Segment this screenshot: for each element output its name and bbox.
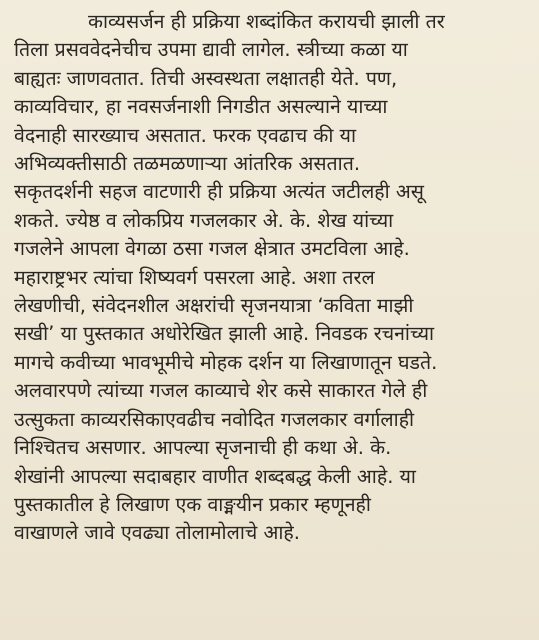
text-line: काव्यविचार, हा नवसर्जनाशी निगडीत असल्याने याच्या	[14, 95, 388, 119]
text-line: शेखांनी आपल्या सदाबहार वाणीत शब्दबद्ध केली आहे. या	[14, 464, 416, 488]
text-line: बाह्यतः जाणवतात. तिची अस्वस्थता लक्षातही येते. पण,	[14, 66, 398, 90]
text-line: पुस्तकातील हे लिखाण एक वाङ्मयीन प्रकार म्हणूनही	[14, 492, 371, 516]
text-line: शकते. ज्येष्ठ व लोकप्रिय गजलकार अे. के. शेख यांच्या	[14, 208, 394, 232]
text-line: उत्सुकता काव्यरसिकाएवढीच नवोदित गजलकार वर्गालाही	[14, 407, 415, 431]
text-line: वाखाणले जावे एवढ्या तोलामोलाचे आहे.	[14, 521, 300, 545]
text-line: सखी’ या पुस्तकात अधोरेखित झाली आहे. निवडक रचनांच्या	[14, 322, 435, 346]
text-line: महाराष्ट्रभर त्यांचा शिष्यवर्ग पसरला आहे. अशा तरल	[14, 265, 375, 289]
text-line: लेखणीची, संवेदनशील अक्षरांची सृजनयात्रा ‘कविता माझी	[14, 294, 414, 318]
text-line: अलवारपणे त्यांच्या गजल काव्याचे शेर कसे साकारत गेले ही	[14, 379, 428, 403]
text-line: गजलेने आपला वेगळा ठसा गजल क्षेत्रात उमटविला आहे.	[14, 237, 410, 261]
text-line: काव्यसर्जन ही प्रक्रिया शब्दांकित करायची झाली तर	[88, 10, 445, 33]
text-line: वेदनाही सारख्याच असतात. फरक एवढाच की या	[14, 123, 356, 147]
text-line: निश्चितच असणार. आपल्या सृजनाची ही कथा अे. के.	[14, 436, 392, 460]
text-line: मागचे कवीच्या भावभूमीचे मोहक दर्शन या लिखाणातून घडते.	[14, 350, 438, 374]
text-line: सकृतदर्शनी सहज वाटणारी ही प्रक्रिया अत्यंत जटीलही असू	[14, 180, 424, 204]
text-line: अभिव्यक्तीसाठी तळमळणाऱ्या आंतरिक असतात.	[14, 152, 361, 176]
body-paragraph	[14, 8, 523, 548]
text-line: तिला प्रसववेदनेचीच उपमा द्यावी लागेल. स्त्रीच्या कळा या	[14, 38, 408, 62]
